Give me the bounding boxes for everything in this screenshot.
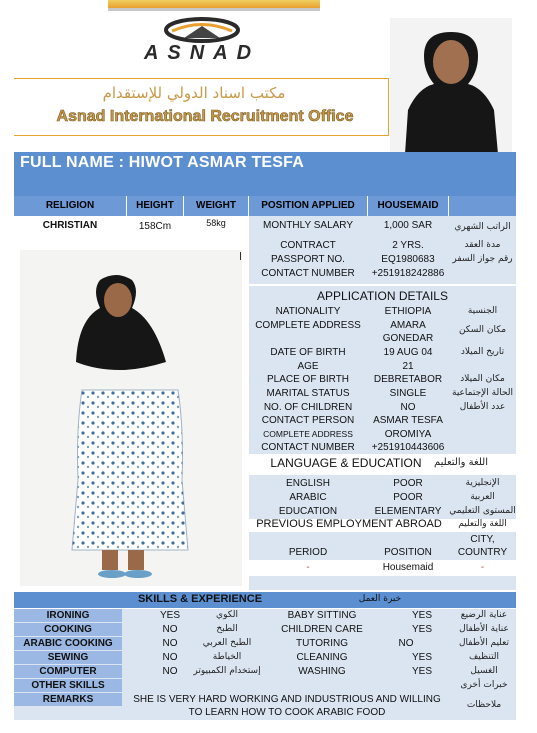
header-weight: WEIGHT <box>184 196 248 216</box>
passport-ar: رقم جواز السفر <box>452 254 513 264</box>
prev-period-header: PERIOD <box>288 547 328 558</box>
skill-babysitting-value: YES <box>411 610 432 621</box>
contact-person-number-value: +251910443606 <box>371 442 445 453</box>
header-blank <box>449 196 516 216</box>
prev-row-city: - <box>480 562 485 573</box>
skill-washing-ar: الغسيل <box>470 666 498 676</box>
religion-value: CHRISTIAN <box>42 220 98 231</box>
monthly-salary-value: 1,000 SAR <box>383 220 433 231</box>
asnad-logo <box>112 14 292 64</box>
contact-number-value: +251918242886 <box>371 268 445 279</box>
skill-arabic-cooking-value: NO <box>162 638 178 649</box>
language-education-title: LANGUAGE & EDUCATION <box>270 456 422 470</box>
address-label: COMPLETE ADDRESS <box>255 320 361 331</box>
place-of-birth-ar: مكان الميلاد <box>460 374 505 384</box>
skill-washing-value: YES <box>411 666 432 677</box>
skill-cleaning-value: YES <box>411 652 432 663</box>
remarks-text-line2: TO LEARN HOW TO COOK ARABIC FOOD <box>188 707 386 718</box>
address-value-line1: AMARA <box>390 320 426 331</box>
office-name-arabic: مكتب اسناد الدولي للإستقدام <box>102 84 286 102</box>
prev-row-period: - <box>306 562 310 573</box>
arabic-value: POOR <box>393 492 423 503</box>
applicant-headshot <box>390 18 512 154</box>
children-label: NO. OF CHILDREN <box>263 402 353 413</box>
photo-edge-line <box>240 252 241 260</box>
skills-title-ar: خبرة العمل <box>358 594 402 604</box>
monthly-salary-ar: الراتب الشهري <box>454 222 511 232</box>
marital-status-value: SINGLE <box>389 388 427 399</box>
prev-row-position: Housemaid <box>382 562 434 573</box>
prev-city-header: CITY, <box>470 534 495 545</box>
prev-employment-label: PREVIOUS EMPLOYMENT ABROAD <box>256 518 442 530</box>
english-value: POOR <box>393 478 423 489</box>
contact-address-value: OROMIYA <box>384 429 432 440</box>
remarks-label: REMARKS <box>14 693 122 706</box>
arabic-label: ARABIC <box>289 492 327 503</box>
nationality-label: NATIONALITY <box>275 306 341 317</box>
prev-employment-ar: اللغة والتعليم <box>458 519 507 529</box>
applicant-full-body-photo <box>20 250 242 586</box>
skill-sewing-label: SEWING <box>14 651 122 664</box>
remarks-ar: ملاحظات <box>466 700 502 710</box>
contact-person-value: ASMAR TESFA <box>373 415 443 426</box>
skill-babysitting-label: BABY SITTING <box>287 610 357 621</box>
skill-tutoring-value: NO <box>398 638 414 649</box>
skill-ironing-label: IRONING <box>14 609 122 622</box>
skill-ironing-value: YES <box>159 610 180 621</box>
marital-status-label: MARITAL STATUS <box>266 388 350 399</box>
english-ar: الإنجليزية <box>465 478 500 488</box>
prev-employment-blank-row <box>249 576 516 590</box>
passport-label: PASSPORT NO. <box>271 254 345 265</box>
weight-value: 58kg <box>206 218 226 228</box>
education-value: ELEMENTARY <box>374 506 442 517</box>
passport-value: EQ1980683 <box>381 254 435 265</box>
contract-label: CONTRACT <box>280 240 336 251</box>
contact-address-label: COMPLETE ADDRESS <box>263 429 353 439</box>
children-value: NO <box>400 402 416 413</box>
place-of-birth-value: DEBRETABOR <box>373 374 443 385</box>
children-ar: عدد الأطفال <box>459 402 506 412</box>
application-details-title: APPLICATION DETAILS <box>317 289 448 303</box>
skill-sewing-value: NO <box>162 652 178 663</box>
age-label: AGE <box>297 361 319 372</box>
skill-computer-value: NO <box>162 666 178 677</box>
age-value: 21 <box>402 361 414 372</box>
skill-arabic-cooking-label: ARABIC COOKING <box>14 637 122 650</box>
logo-brand-text: ASNAD <box>143 42 261 64</box>
arabic-ar: العربية <box>470 492 495 502</box>
height-value: 158Cm <box>138 221 172 232</box>
other-skills-ar: خبرات أخرى <box>460 680 508 690</box>
contact-person-number-label: CONTACT NUMBER <box>261 442 355 453</box>
skill-tutoring-ar: تعليم الأطفال <box>458 638 510 648</box>
skill-computer-ar: إستخدام الكمبيوتر <box>193 666 261 676</box>
education-label: EDUCATION <box>278 506 338 517</box>
address-ar: مكان السكن <box>458 325 507 335</box>
skill-cooking-value: NO <box>162 624 178 635</box>
nationality-value: ETHIOPIA <box>384 306 432 317</box>
skill-arabic-cooking-ar: الطبخ العربي <box>202 638 252 648</box>
skill-tutoring-label: TUTORING <box>295 638 349 649</box>
language-education-title-ar: اللغة والتعليم <box>434 457 488 468</box>
skill-babysitting-ar: عناية الرضيع <box>460 610 508 620</box>
skill-cleaning-label: CLEANING <box>296 652 348 663</box>
contract-value: 2 YRS. <box>392 240 424 251</box>
skill-ironing-ar: الكوي <box>216 610 238 620</box>
place-of-birth-label: PLACE OF BIRTH <box>266 374 350 385</box>
prev-country-header: COUNTRY <box>457 547 508 558</box>
skill-cleaning-ar: التنظيف <box>468 652 500 662</box>
dob-ar: تاريخ الميلاد <box>460 347 505 357</box>
skill-washing-label: WASHING <box>298 666 346 677</box>
dob-value: 19 AUG 04 <box>383 347 433 358</box>
skill-sewing-ar: الخياطة <box>212 652 242 662</box>
nationality-ar: الجنسية <box>467 306 498 316</box>
contact-number-label: CONTACT NUMBER <box>261 268 355 279</box>
office-name-english: Asnad International Recruitment Office <box>56 108 354 125</box>
skill-computer-label: COMPUTER <box>14 665 122 678</box>
full-name-bar <box>14 152 516 174</box>
skill-childrencare-ar: عناية الأطفال <box>459 624 509 634</box>
header-position-applied: POSITION APPLIED <box>249 196 367 216</box>
remarks-text-line1: SHE IS VERY HARD WORKING AND INDUSTRIOUS AND WILLING <box>133 694 441 705</box>
header-religion: RELIGION <box>14 196 126 216</box>
full-name: FULL NAME : HIWOT ASMAR TESFA <box>20 154 305 171</box>
marital-status-ar: الحالة الإجتماعية <box>452 388 513 398</box>
header-position-value: HOUSEMAID <box>368 196 448 216</box>
skills-title: SKILLS & EXPERIENCE <box>137 593 263 605</box>
dob-label: DATE OF BIRTH <box>270 347 346 358</box>
skill-cooking-label: COOKING <box>14 623 122 636</box>
contract-ar: مدة العقد <box>464 240 501 250</box>
address-value-line2: GONEDAR <box>382 333 434 344</box>
education-ar: المستوى التعليمي <box>449 506 516 516</box>
top-decor-bar-shadow <box>108 8 320 11</box>
skill-childrencare-label: CHILDREN CARE <box>281 624 363 635</box>
other-skills-label: OTHER SKILLS <box>14 679 122 692</box>
monthly-salary-label: MONTHLY SALARY <box>262 220 354 231</box>
skill-cooking-ar: الطبخ <box>216 624 238 634</box>
skill-childrencare-value: YES <box>411 624 432 635</box>
prev-position-header: POSITION <box>384 547 432 558</box>
contact-person-label: CONTACT PERSON <box>261 415 355 426</box>
header-height: HEIGHT <box>127 196 183 216</box>
blue-spacer-band <box>14 174 516 196</box>
top-decor-bar <box>108 0 320 8</box>
english-label: ENGLISH <box>286 478 330 489</box>
